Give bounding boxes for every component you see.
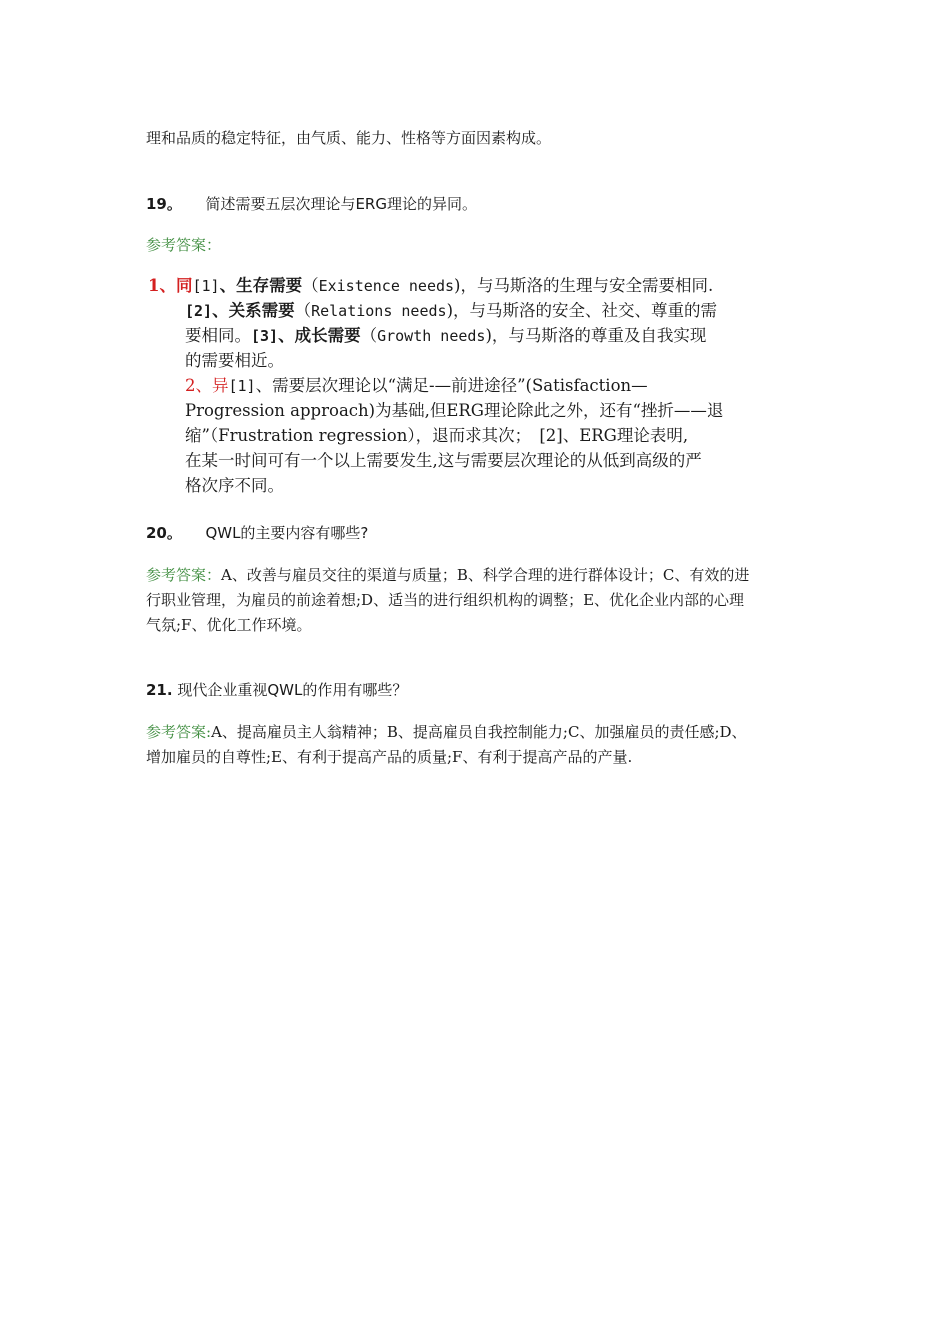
question-number: 19。: [146, 195, 182, 213]
answer-19: [148, 273, 828, 498]
answer-line: 的需要相近。: [185, 351, 284, 370]
intro-text: 理和品质的稳定特征，由气质、能力、性格等方面因素构成。: [146, 129, 552, 147]
answer-line: 格次序不同。: [185, 476, 284, 495]
question-text: 简述需要五层次理论与ERG理论的异同。: [205, 195, 477, 213]
answer-line: 2、异[1]、需要层次理论以“满足-—前进途径”(Satisfaction—: [185, 376, 648, 395]
answer-line: Progression approach)为基础,但ERG理论除此之外，还有“挫折——退: [185, 401, 724, 420]
answer-line: 缩”（Frustration regression），退而求其次； [2]、ERG理论表明,: [185, 426, 689, 445]
answer-line: 要相同。[3]、成长需要（Growth needs)，与马斯洛的尊重及自我实现: [185, 326, 707, 345]
answer-21-line-2: 增加雇员的自尊性;E、有利于提高产品的质量;F、有利于提高产品的产量.: [146, 748, 633, 766]
question-20: [146, 523, 368, 543]
answer-line: [2]、关系需要（Relations needs)，与马斯洛的安全、社交、尊重的需: [185, 301, 717, 320]
answer-20-line-2: 行职业管理，为雇员的前途着想;D、适当的进行组织机构的调整；E、优化企业内部的心理: [146, 591, 745, 609]
answer-label-20: 参考答案：: [146, 566, 222, 584]
question-text: 现代企业重视QWL的作用有哪些？: [177, 681, 408, 699]
answer-20-line-1: 参考答案：A、改善与雇员交往的渠道与质量；B、科学合理的进行群体设计；C、有效的进: [146, 566, 750, 584]
answer-label-19: 参考答案：: [146, 236, 222, 254]
answer-20-line-3: 气氛;F、优化工作环境。: [146, 616, 312, 634]
question-21: [146, 680, 407, 700]
question-19: [146, 194, 477, 214]
answer-line: 1、同[1]、生存需要（Existence needs)，与马斯洛的生理与安全需要相同.: [148, 276, 714, 295]
question-text: QWL的主要内容有哪些?: [205, 524, 369, 542]
answer-21-line-1: 参考答案:A、提高雇员主人翁精神；B、提高雇员自我控制能力;C、加强雇员的责任感;D、: [146, 723, 747, 741]
question-number: 20。: [146, 524, 182, 542]
answer-line: 在某一时间可有一个以上需要发生,这与需要层次理论的从低到高级的严: [185, 451, 702, 470]
question-number: 21.: [146, 681, 173, 699]
answer-label-21: 参考答案:: [146, 723, 212, 741]
